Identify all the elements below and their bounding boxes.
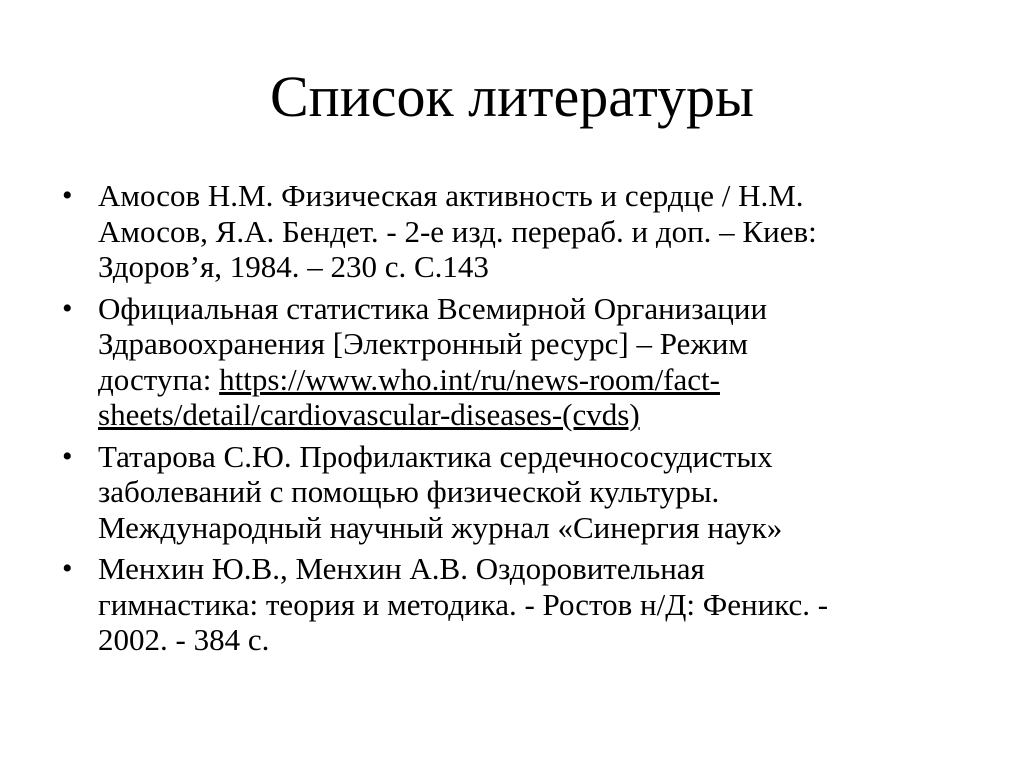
reference-line <box>98 397 962 433</box>
reference-line: Амосов, Я.А. Бендет. - 2-е изд. перераб. и доп. – Киев: <box>98 213 817 249</box>
reference-line: Амосов Н.М. Физическая активность и сердце / Н.М. <box>98 178 804 213</box>
reference-item-2 <box>62 291 962 433</box>
reference-line: Здравоохранения [Электронный ресурс] – Режим <box>98 326 748 361</box>
bullet-icon: • <box>62 552 73 585</box>
reference-item-1 <box>62 178 962 285</box>
reference-line: Здоров’я, 1984. – 230 с. С.143 <box>98 249 489 284</box>
bullet-icon: • <box>62 291 73 325</box>
reference-line: Менхин Ю.В., Менхин А.В. Оздоровительная <box>98 551 705 586</box>
access-label: доступа: <box>98 361 220 397</box>
reference-line: Татарова С.Ю. Профилактика сердечнососудистых <box>98 438 773 474</box>
slide-title: Список литературы <box>269 64 755 129</box>
reference-list <box>62 178 962 664</box>
reference-line: гимнастика: теория и методика. - Ростов н/Д: Феникс. - <box>98 586 829 622</box>
bullet-icon: • <box>62 179 73 212</box>
who-link-continued[interactable]: sheets/detail/cardiovascular-diseases-(cvds) <box>98 397 640 432</box>
who-link[interactable]: https://www.who.int/ru/news-room/fact- <box>219 361 720 397</box>
reference-item-4 <box>62 551 962 658</box>
bullet-icon: • <box>62 439 73 473</box>
reference-line: 2002. - 384 с. <box>98 622 270 657</box>
reference-line: заболеваний с помощью физической культуры. <box>98 474 720 509</box>
reference-line <box>98 362 962 398</box>
reference-line: Международный научный журнал «Синергия наук» <box>98 509 783 545</box>
reference-line: Официальная статистика Всемирной Организации <box>98 290 768 326</box>
reference-item-3 <box>62 439 962 546</box>
